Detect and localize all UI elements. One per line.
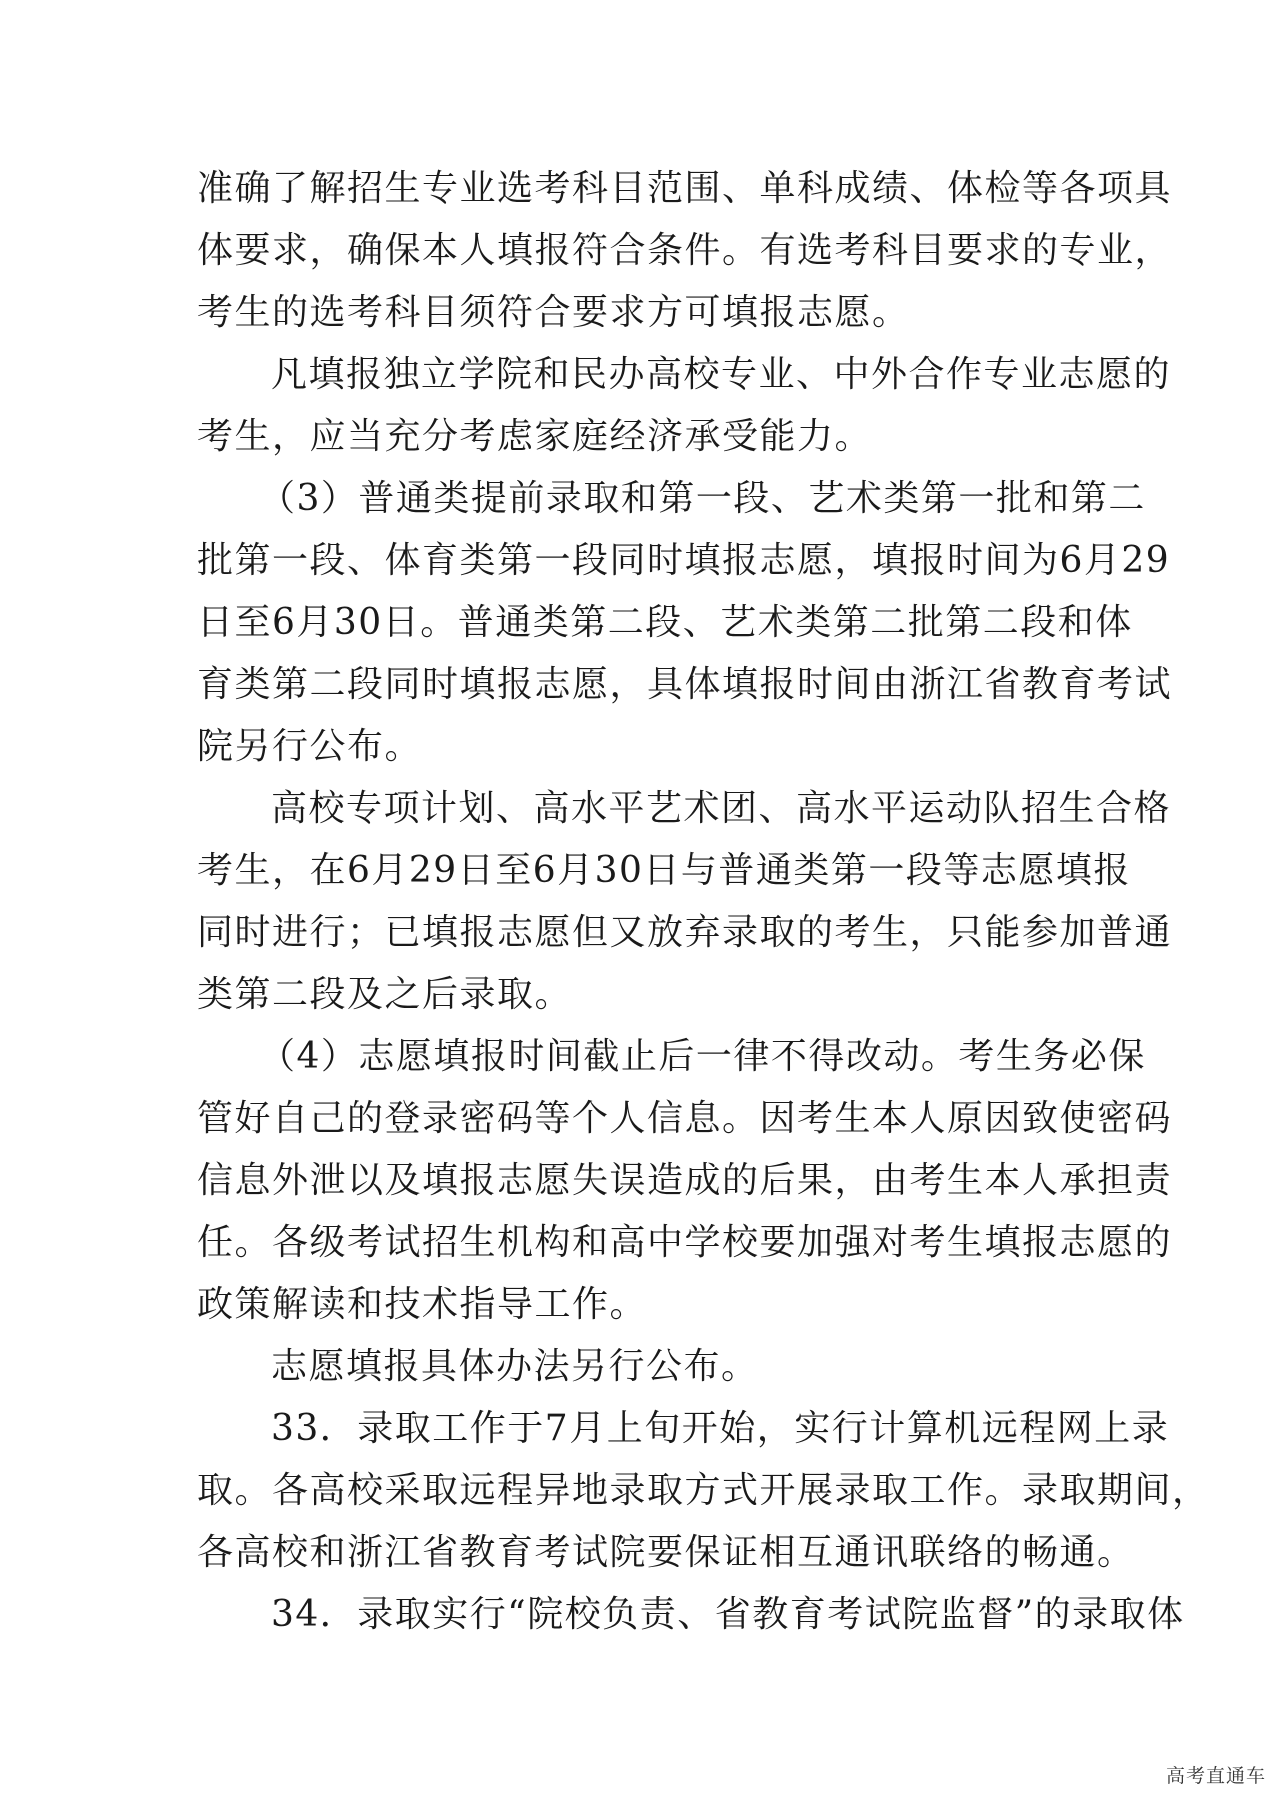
- text-line: 高校专项计划、高水平艺术团、高水平运动队招生合格: [271, 788, 1172, 829]
- text-line: 凡填报独立学院和民办高校专业、中外合作专业志愿的: [271, 354, 1172, 395]
- document-page: [197, 158, 1210, 1646]
- text-line: 院另行公布。: [197, 726, 423, 767]
- text-line: 体要求，确保本人填报符合条件。有选考科目要求的专业，: [197, 230, 1173, 271]
- text-line: 考生的选考科目须符合要求方可填报志愿。: [197, 292, 910, 333]
- text-line: 志愿填报具体办法另行公布。: [271, 1346, 759, 1387]
- text-line: 政策解读和技术指导工作。: [197, 1284, 648, 1325]
- text-line: 33．录取工作于7月上旬开始，实行计算机远程网上录: [271, 1408, 1170, 1449]
- text-line: 育类第二段同时填报志愿，具体填报时间由浙江省教育考试: [197, 664, 1173, 705]
- text-line: 同时进行；已填报志愿但又放弃录取的考生，只能参加普通: [197, 912, 1173, 953]
- text-line: （3）普通类提前录取和第一段、艺术类第一批和第二: [259, 478, 1146, 519]
- text-line: 类第二段及之后录取。: [197, 974, 573, 1015]
- watermark-text: 高考直通车: [1165, 1765, 1266, 1787]
- text-line: 信息外泄以及填报志愿失误造成的后果，由考生本人承担责: [197, 1160, 1173, 1201]
- text-line: （4）志愿填报时间截止后一律不得改动。考生务必保: [259, 1036, 1146, 1077]
- text-line: 考生，在6月29日至6月30日与普通类第一段等志愿填报: [197, 850, 1131, 891]
- text-line: 考生，应当充分考虑家庭经济承受能力。: [197, 416, 873, 457]
- text-line: 任。各级考试招生机构和高中学校要加强对考生填报志愿的: [197, 1222, 1173, 1263]
- text-line: 取。各高校采取远程异地录取方式开展录取工作。录取期间，: [197, 1470, 1210, 1511]
- text-line: 管好自己的登录密码等个人信息。因考生本人原因致使密码: [197, 1098, 1173, 1139]
- text-line: 批第一段、体育类第一段同时填报志愿，填报时间为6月29: [197, 540, 1171, 581]
- text-line: 日至6月30日。普通类第二段、艺术类第二批第二段和体: [197, 602, 1133, 643]
- text-line: 准确了解招生专业选考科目范围、单科成绩、体检等各项具: [197, 168, 1173, 209]
- text-line: 34．录取实行“院校负责、省教育考试院监督”的录取体: [271, 1594, 1185, 1635]
- text-line: 各高校和浙江省教育考试院要保证相互通讯联络的畅通。: [197, 1532, 1135, 1573]
